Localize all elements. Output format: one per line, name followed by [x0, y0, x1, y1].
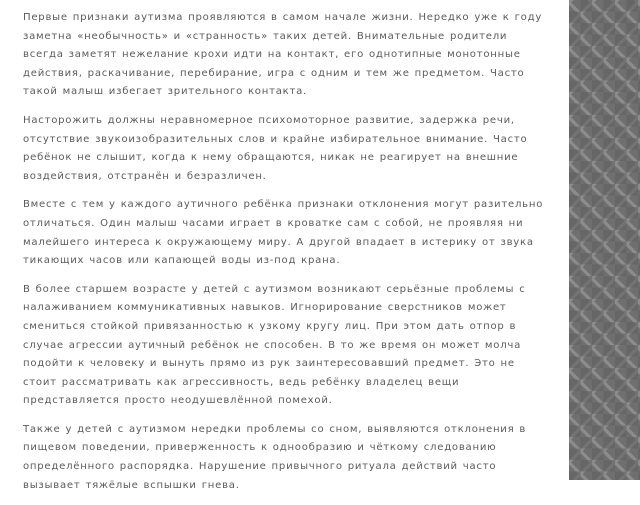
paragraph-4: В более старшем возрасте у детей с аутизмом возникают серьёзные проблемы с налаживанием коммуникативных навыков. Игнорирование сверстников может смениться стойкой привязанностью к узкому кругу лиц. При этом дать отпор в случае агрессии аутичный ребёнок не способен. В то же время он может молча подойти к человеку и вынуть прямо из рук заинтересовавший предмет. Это не стоит рассматривать как агрессивность, ведь ребёнку владелец вещи представляется просто неодушевлённой помехой.	[23, 283, 526, 407]
paragraph-1: Первые признаки аутизма проявляются в самом начале жизни. Нередко уже к году заметна «необычность» и «странность» таких детей. Внимательные родители всегда заметят нежелание крохи идти на контакт, его однотипные монотонные действия, раскачивание, перебирание, игра с одним и тем же предметом. Часто такой малыш избегает зрительного контакта.	[23, 12, 543, 98]
paragraph-3: Вместе с тем у каждого аутичного ребёнка признаки отклонения могут разительно отличаться. Один малыш часами играет в кроватке сам с собой, не проявляя ни малейшего интереса к окружающему миру. А другой впадает в истерику от звука тикающих часов или капающей воды из-под крана.	[23, 199, 544, 267]
paragraph-2: Насторожить должны неравномерное психомоторное развитие, задержка речи, отсутствие звукоизобразительных слов и крайне избирательное внимание. Часто ребёнок не слышит, когда к нему обращаются, никак не реагирует на внешние воздействия, отстранён и безразличен.	[23, 114, 528, 182]
article-body	[23, 9, 551, 505]
decorative-side-pattern	[569, 0, 640, 480]
paragraph-5: Также у детей с аутизмом нередки проблемы со сном, выявляются отклонения в пищевом поведении, приверженность к однообразию и чёткому следованию определённого распорядка. Нарушение привычного ритуала действий часто вызывает тяжёлые вспышки гнева.	[23, 423, 527, 491]
